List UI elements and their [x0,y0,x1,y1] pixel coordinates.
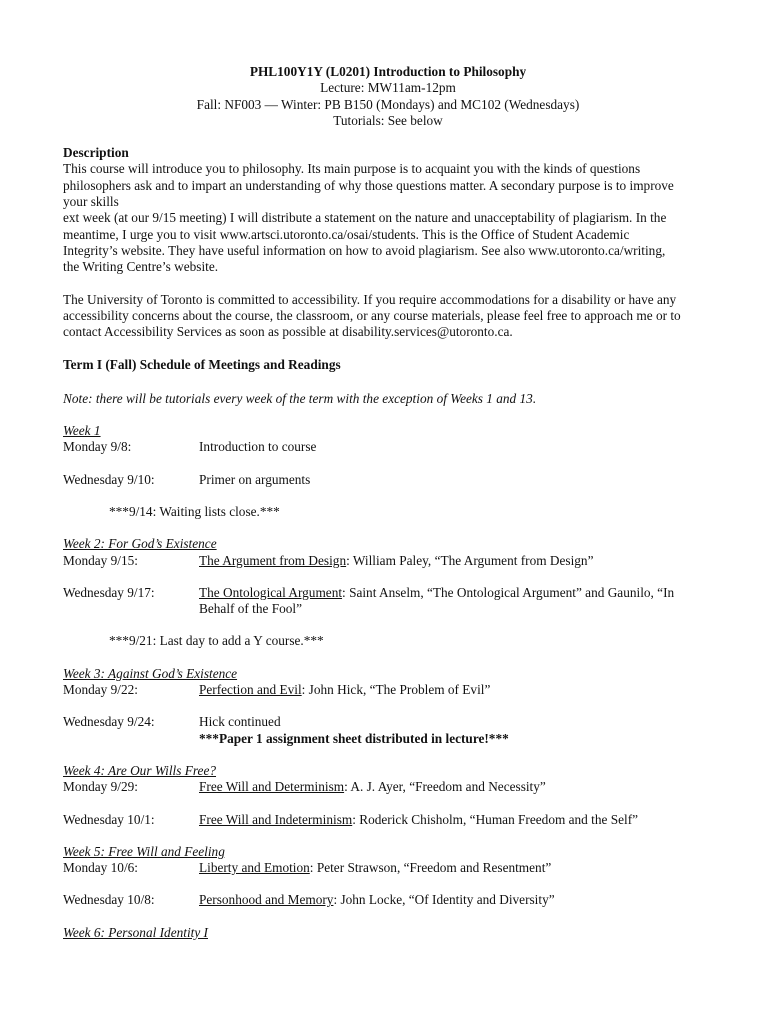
meeting-day: Wednesday 10/1: [63,811,155,827]
meeting-day: Wednesday 9/17: [63,584,155,600]
topic-title: The Argument from Design [199,552,347,568]
meeting-topic [199,779,709,795]
reading: : William Paley, “The Argument from Design” [346,552,594,568]
reading: : Peter Strawson, “Freedom and Resentment” [309,860,552,876]
meeting-day: Monday 10/6: [63,860,138,876]
topic-title: Personhood and Memory [199,892,334,908]
deadline-notice: ***9/14: Waiting lists close.*** [109,503,280,519]
meeting-topic: Primer on arguments [199,471,311,487]
meeting-topic [199,585,709,618]
tutorial-info: Tutorials: See below [333,112,443,128]
schedule-row [63,585,713,618]
description-heading: Description [63,145,129,161]
text-line: ext week (at our 9/15 meeting) I will distribute a statement on the nature and unacceptability of plagiarism. In the [63,210,667,226]
text-line: Integrity’s website. They have useful information on how to avoid plagiarism. See also www.utoronto.ca/writing, [63,242,666,258]
meeting-topic [199,682,709,698]
meeting-topic [199,860,709,876]
meeting-day: Monday 9/15: [63,552,138,568]
room-info: Fall: NF003 — Winter: PB B150 (Mondays) and MC102 (Wednesdays) [196,96,580,112]
meeting-day: Monday 9/29: [63,779,138,795]
text-line: The University of Toronto is committed to accessibility. If you require accommodations for a disability or have any [63,291,677,307]
syllabus-page [63,64,713,941]
meeting-day: Monday 9/22: [63,682,138,698]
meeting-topic: Introduction to course [199,439,317,455]
schedule-row [63,714,713,747]
week-title: Week 4: Are Our Wills Free? [63,762,217,778]
topic-title: Free Will and Indeterminism [199,811,353,827]
schedule-row [63,682,713,698]
text-line: meantime, I urge you to visit www.artsci.utoronto.ca/osai/students. This is the Office of Student Academic [63,226,630,242]
schedule-note: Note: there will be tutorials every week of the term with the exception of Weeks 1 and 13. [63,390,537,406]
text-line: the Writing Centre’s website. [63,259,219,275]
schedule-row [63,812,713,828]
meeting-topic [199,553,709,569]
description-paragraph [63,161,713,275]
reading: : John Hick, “The Problem of Evil” [301,682,491,698]
deadline-notice: ***9/21: Last day to add a Y course.*** [109,633,324,649]
reading: : John Locke, “Of Identity and Diversity” [333,892,555,908]
week-title: Week 5: Free Will and Feeling [63,843,225,859]
schedule-row [63,892,713,908]
meeting-day: Wednesday 9/24: [63,714,155,730]
text-line: contact Accessibility Services as soon as possible at disability.services@utoronto.ca. [63,324,513,340]
meeting-day: Monday 9/8: [63,439,132,455]
meeting-day: Wednesday 10/8: [63,892,155,908]
schedule-row [63,779,713,795]
topic-text: Hick continued [199,714,281,730]
reading: Behalf of the Fool” [199,601,303,617]
topic-title: The Ontological Argument [199,584,343,600]
meeting-topic [199,892,709,908]
schedule-row [63,860,713,876]
topic-title: Perfection and Evil [199,682,302,698]
schedule-row [63,553,713,569]
topic-title: Liberty and Emotion [199,860,310,876]
text-line: your skills [63,194,119,210]
meeting-topic [199,714,709,747]
reading: : A. J. Ayer, “Freedom and Necessity” [344,779,546,795]
topic-title: Free Will and Determinism [199,779,345,795]
week-title: Week 1 [63,423,101,439]
lecture-time: Lecture: MW11am-12pm [320,80,456,96]
schedule-heading: Term I (Fall) Schedule of Meetings and Readings [63,357,341,373]
schedule-row [63,439,713,455]
text-line: accessibility concerns about the course, the classroom, or any course materials, please feel free to approach me or to [63,307,681,323]
reading: : Roderick Chisholm, “Human Freedom and the Self” [352,811,639,827]
meeting-day: Wednesday 9/10: [63,471,155,487]
schedule-row [63,472,713,488]
text-line: This course will introduce you to philosophy. Its main purpose is to acquaint you with the kinds of questions [63,161,641,177]
course-title: PHL100Y1Y (L0201) Introduction to Philosophy [249,64,527,79]
meeting-topic [199,812,709,828]
week-title: Week 6: Personal Identity I [63,924,208,940]
reading: : Saint Anselm, “The Ontological Argument” and Gaunilo, “In [342,584,675,600]
assignment-notice: ***Paper 1 assignment sheet distributed in lecture!*** [199,730,509,746]
week-title: Week 2: For God’s Existence [63,536,217,552]
accessibility-paragraph [63,292,713,341]
text-line: philosophers ask and to impart an understanding of why those questions matter. A secondary purpose is to improve [63,177,674,193]
week-title: Week 3: Against God’s Existence [63,665,238,681]
